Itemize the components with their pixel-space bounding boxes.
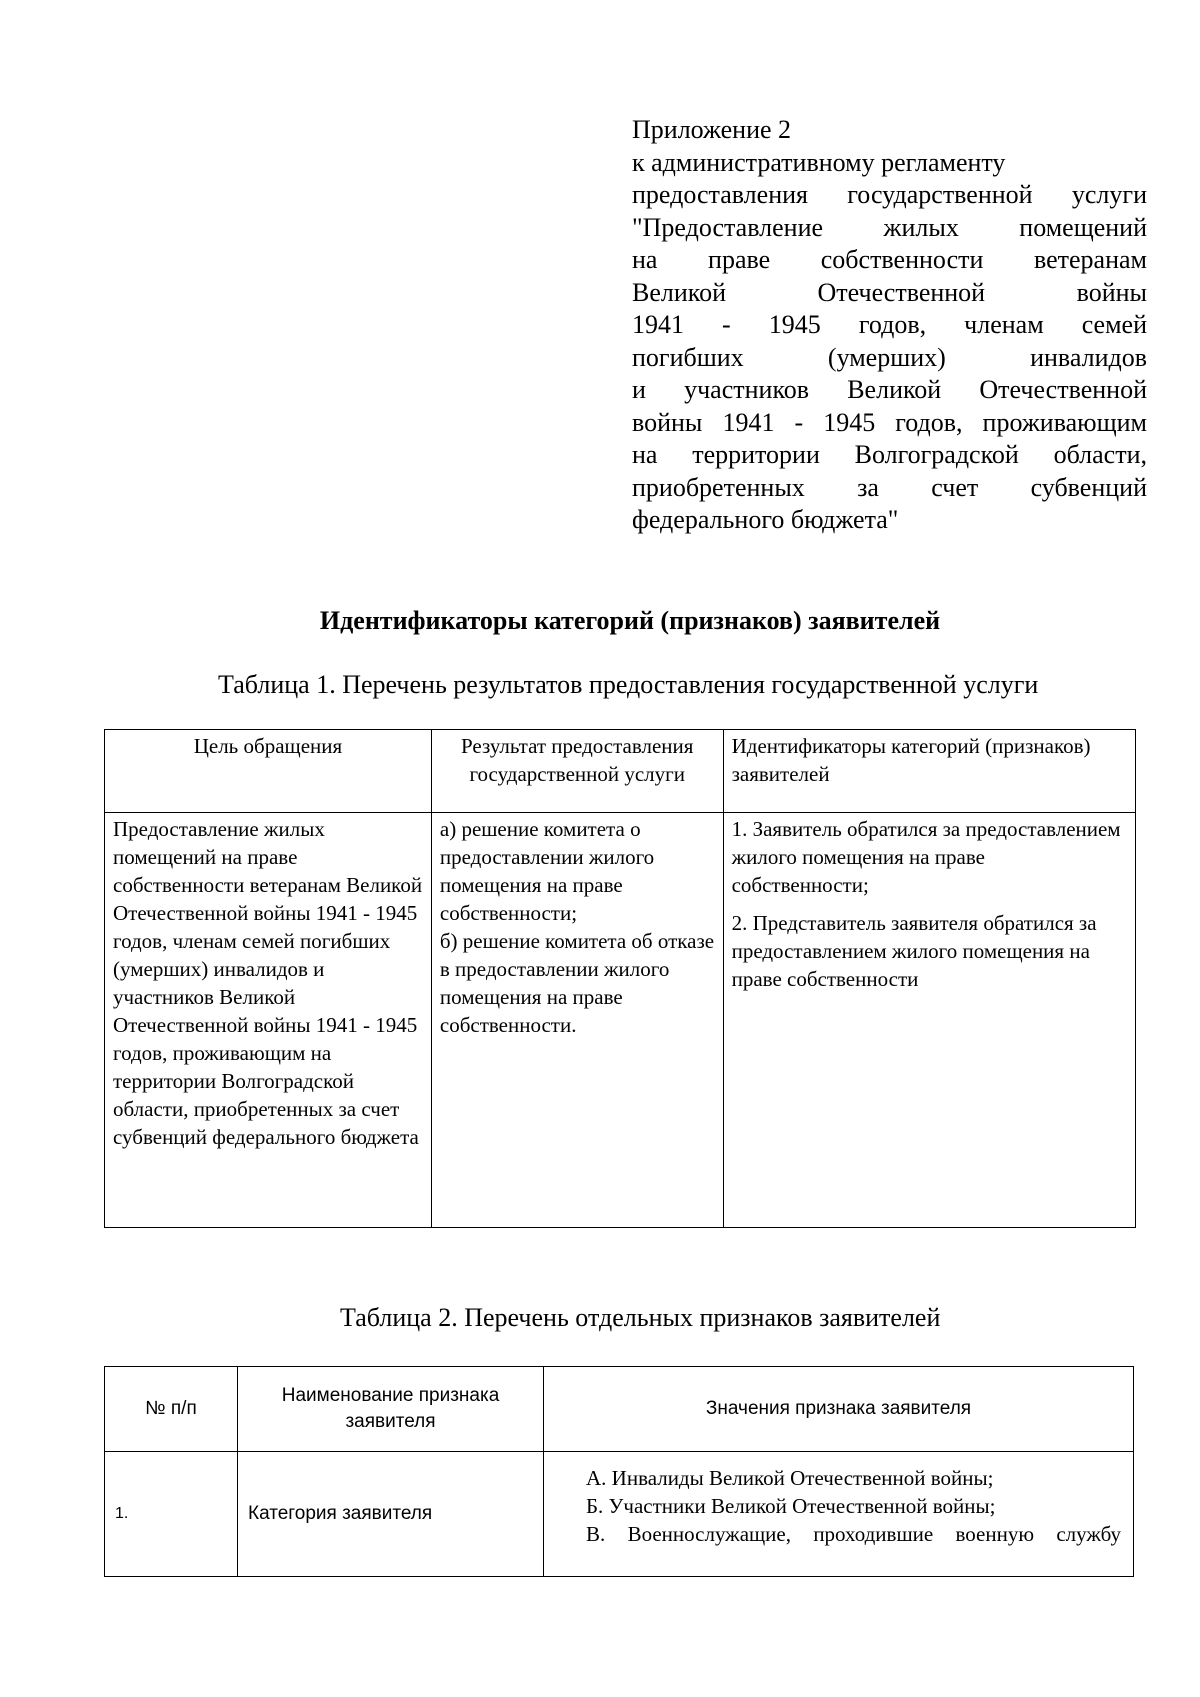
column-header-identifiers: Идентификаторы категорий (признаков) заявителей: [723, 730, 1135, 813]
column-header-attribute-values: Значения признака заявителя: [544, 1367, 1134, 1452]
table2-caption: Таблица 2. Перечень отдельных признаков заявителей: [340, 1303, 941, 1332]
purpose-cell: Предоставление жилых помещений на праве собственности ветеранам Великой Отечественной войны 1941 - 1945 годов, членам семей погибших (умерших) инвалидов и участников Великой Отечественной войны 1941 - 1945 годов, проживающим на территории Волгоградской области, приобретенных за счет субвенций федерального бюджета: [105, 813, 432, 1228]
table1-caption: Таблица 1. Перечень результатов предоставления государственной услуги: [218, 670, 1039, 699]
appendix-line: федерального бюджета": [632, 505, 899, 534]
table-row: [105, 1452, 1134, 1577]
appendix-line: войны 1941 - 1945 годов, проживающим: [632, 407, 1147, 437]
identifier-2: 2. Представитель заявителя обратился за предоставлением жилого помещения на праве собственности: [731, 911, 1097, 991]
result-option-a: а) решение комитета о предоставлении жилого помещения на праве собственности;: [439, 817, 655, 925]
appendix-line: 1941 - 1945 годов, членам семей: [632, 310, 1147, 339]
result-option-b: б) решение комитета об отказе в предоставлении жилого помещения на праве собственности.: [439, 929, 715, 1037]
identifiers-cell: [723, 813, 1135, 1228]
appendix-line: на праве собственности ветеранам: [632, 245, 1147, 274]
column-header-result: Результат предоставления государственной услуги: [431, 730, 723, 813]
attribute-value: Б. Участники Великой Отечественной войны;: [586, 1494, 996, 1518]
appendix-header: [632, 114, 1147, 537]
attribute-value: А. Инвалиды Великой Отечественной войны;: [586, 1466, 994, 1490]
identifier-1: 1. Заявитель обратился за предоставлением жилого помещения на праве собственности;: [731, 817, 1121, 897]
attribute-values: [544, 1452, 1134, 1577]
attribute-name: Категория заявителя: [238, 1452, 544, 1577]
attribute-value: В. Военнослужащие, проходившие военную службу: [586, 1522, 1121, 1546]
attributes-table: [104, 1366, 1134, 1577]
table-header-row: [105, 1367, 1134, 1452]
table-header-row: [105, 730, 1136, 813]
document-title: Идентификаторы категорий (признаков) заявителей: [319, 606, 941, 635]
table-row: [105, 813, 1136, 1228]
column-header-number: № п/п: [105, 1367, 238, 1452]
appendix-line: на территории Волгоградской области,: [632, 440, 1147, 469]
appendix-line: "Предоставление жилых помещений: [632, 212, 1147, 242]
appendix-line: предоставления государственной услуги: [632, 180, 1147, 209]
column-header-purpose: Цель обращения: [105, 730, 432, 813]
appendix-line: приобретенных за счет субвенций: [632, 472, 1147, 502]
results-table: [104, 729, 1136, 1228]
row-number: 1.: [105, 1452, 238, 1577]
appendix-line: и участников Великой Отечественной: [632, 375, 1147, 404]
appendix-line: Приложение 2: [632, 115, 792, 144]
result-cell: [431, 813, 723, 1228]
appendix-line: Великой Отечественной войны: [632, 277, 1147, 307]
appendix-line: погибших (умерших) инвалидов: [632, 342, 1147, 372]
appendix-line: к административному регламенту: [632, 147, 1006, 177]
column-header-attribute-name: Наименование признака заявителя: [238, 1367, 544, 1452]
